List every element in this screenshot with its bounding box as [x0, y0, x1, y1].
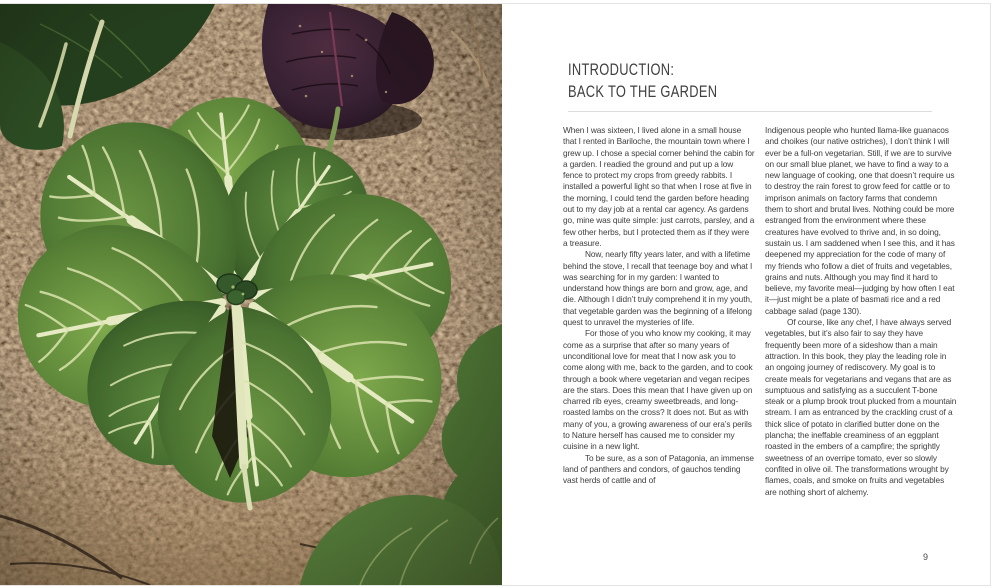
body-paragraph: To be sure, as a son of Patagonia, an immense land of panthers and condors, of gauchos tending vast herds of cattle and of — [563, 452, 754, 486]
heading-rule — [568, 111, 932, 112]
cabbage-garden-photo — [0, 4, 502, 585]
body-paragraph: When I was sixteen, I lived alone in a small house that I rented in Bariloche, the mountain town where I grew up. I chose a special corner behind the cabin for a garden. I readied the ground and put up a low fence to protect my crops from greedy rabbits. I installed a powerful light so that when I rose at five in the morning, I could tend the garden before heading out to my day job at a rental car agency. As gardens go, mine was quite simple: just carrots, parsley, and a few other herbs, but I protected them as if they were a treasure. — [563, 125, 755, 248]
body-paragraph: For those of you who know my cooking, it may come as a surprise that after so many years of unconditional love for meat that I now ask you to come along with me, back to the garden, and to cook through a book where vegetarian and vegan recipes are the stars. Does this mean that I have given up on charred rib eyes, creamy sweetbreads, and long-roasted lambs on the cross? It does not. But as with many of you, a growing awareness of our era’s perils to Nature herself has caused me to consider my cuisine in a new light. — [563, 328, 753, 452]
page-title-line2: BACK TO THE GARDEN — [568, 83, 718, 101]
body-paragraph: Now, nearly fifty years later, and with a lifetime behind the stove, I recall that teenage boy and what I was searching for in my garden: I wanted to understand how things are born and grow, age, and die. Although I didn’t truly comprehend it in my youth, that vegetable garden was the beginning of a lifelong quest to unravel the mysteries of life. — [563, 249, 753, 328]
body-columns — [563, 125, 957, 498]
page-title — [568, 59, 717, 103]
text-page — [502, 4, 990, 585]
page-title-line1: INTRODUCTION: — [568, 61, 675, 79]
vignette-overlay — [0, 4, 502, 585]
body-paragraph: Of course, like any chef, I have always served vegetables, but it’s also fair to say they have frequently been more of a sideshow than a main attraction. In this book, they play the leading role in an ongoing journey of rediscovery. My goal is to create meals for vegetarians and vegans that are as sumptuous and satisfying as a succulent T-bone steak or a plump brook trout plucked from a mountain stream. I am as entranced by the crackling crust of a thick slice of potato in clarified butter done on the plancha; the ineffable creaminess of an eggplant roasted in the embers of a campfire; the sprightly sweetness of an overripe tomato, ever so slowly confited in olive oil. The transformations wrought by flames, coals, and smoke on fruits and vegetables are nothing short of alchemy. — [765, 317, 957, 497]
body-column-right — [765, 125, 957, 498]
body-column-left — [563, 125, 755, 498]
page-number: 9 — [922, 552, 928, 562]
body-paragraph: Indigenous people who hunted llama-like guanacos and choikes (our native ostriches), I don’t think I will ever be a full-on vegetarian. Still, if we are to survive on our small blue planet, we have to find a way to a new language of cooking, one that doesn’t require us to destroy the rain forest to grow feed for cattle or to imprison animals on factory farms that condemn them to short and brutal lives. Nothing could be more estranged from the environment where these creatures have evolved to thrive and, in so doing, sustain us. I am saddened when I see this, and it has deepened my appreciation for the code of many of my friends who follow a diet of fruits and vegetables, grains and nuts. Although you may find it hard to believe, my favorite meal—judging by how often I eat it—just might be a plate of basmati rice and a red cabbage salad (page 130). — [765, 125, 955, 316]
photo-page — [0, 4, 502, 585]
book-spread — [0, 3, 991, 586]
